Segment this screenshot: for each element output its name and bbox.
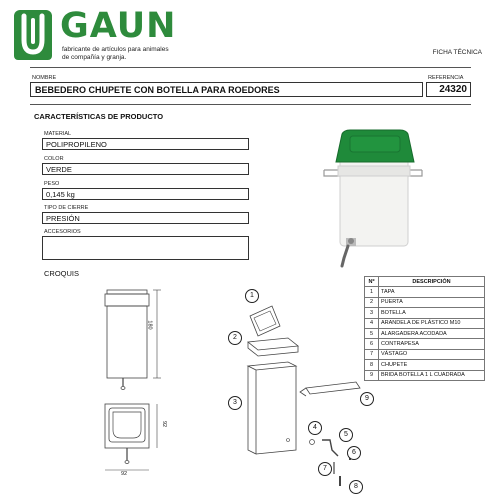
callout-3: 3	[228, 396, 242, 410]
part-number: 9	[365, 370, 379, 380]
sketch-side-view	[95, 398, 175, 483]
table-row	[365, 328, 485, 338]
sketch-front-view	[95, 282, 175, 392]
reference-label: REFERENCIA	[428, 75, 464, 81]
field-label-weight: PESO	[44, 181, 60, 187]
field-label-color: COLOR	[44, 156, 64, 162]
field-value-closure: PRESIÓN	[42, 212, 249, 224]
field-label-closure: TIPO DE CIERRE	[44, 205, 89, 211]
table-row	[365, 297, 485, 307]
product-name: BEBEDERO CHUPETE CON BOTELLA PARA ROEDORES	[30, 82, 423, 97]
part-number: 4	[365, 318, 379, 328]
section-divider	[30, 104, 471, 105]
brand-logo-mark	[14, 10, 52, 60]
callout-6: 6	[347, 446, 361, 460]
part-description: TAPA	[379, 287, 485, 297]
callout-4: 4	[308, 421, 322, 435]
part-description: BOTELLA	[379, 308, 485, 318]
part-description: BRIDA BOTELLA 1 L CUADRADA	[379, 370, 485, 380]
parts-table	[364, 276, 485, 381]
part-description: PUERTA	[379, 297, 485, 307]
table-row	[365, 360, 485, 370]
callout-7: 7	[318, 462, 332, 476]
dim-depth-label: 92	[161, 420, 168, 428]
field-value-accessories	[42, 236, 249, 260]
sketch-exploded-view	[228, 290, 378, 490]
brand-tagline	[62, 46, 192, 62]
part-description: CONTRAPESA	[379, 339, 485, 349]
field-label-material: MATERIAL	[44, 131, 72, 137]
brand-name: GAUN	[60, 6, 177, 46]
parts-table-header	[365, 277, 485, 287]
table-row	[365, 318, 485, 328]
tagline-line-1: fabricante de artículos para animales	[62, 46, 169, 53]
callout-8: 8	[349, 480, 363, 494]
logo-u-icon	[14, 10, 52, 60]
callout-2: 2	[228, 331, 242, 345]
field-value-weight: 0,145 kg	[42, 188, 249, 200]
table-row	[365, 349, 485, 359]
part-number: 1	[365, 287, 379, 297]
part-number: 7	[365, 349, 379, 359]
product-photo	[318, 126, 428, 276]
part-description: CHUPETE	[379, 360, 485, 370]
tagline-line-2: de compañía y granja.	[62, 54, 127, 61]
name-label: NOMBRE	[32, 75, 57, 81]
part-number: 5	[365, 328, 379, 338]
parts-col-number: Nº	[365, 277, 379, 287]
field-label-accessories: ACCESORIOS	[44, 229, 81, 235]
part-number: 8	[365, 360, 379, 370]
sheet-type-label: FICHA TÉCNICA	[432, 49, 482, 56]
part-description: ARANDELA DE PLÁSTICO M10	[379, 318, 485, 328]
callout-5: 5	[339, 428, 353, 442]
part-number: 3	[365, 308, 379, 318]
part-description: VÁSTAGO	[379, 349, 485, 359]
dim-width-label: 92	[121, 471, 128, 477]
table-row	[365, 339, 485, 349]
product-reference: 24320	[426, 82, 471, 97]
parts-col-description: DESCRIPCIÓN	[379, 277, 485, 287]
dim-height-label: 180	[146, 320, 153, 330]
table-row	[365, 287, 485, 297]
sketch-title: CROQUIS	[44, 269, 80, 278]
field-value-material: POLIPROPILENO	[42, 138, 249, 150]
part-number: 6	[365, 339, 379, 349]
part-description: ALARGADERA ACODADA	[379, 328, 485, 338]
table-row	[365, 370, 485, 380]
header-divider	[30, 67, 471, 68]
callout-1: 1	[245, 289, 259, 303]
characteristics-title: CARACTERÍSTICAS DE PRODUCTO	[34, 112, 164, 121]
callout-9: 9	[360, 392, 374, 406]
table-row	[365, 308, 485, 318]
field-value-color: VERDE	[42, 163, 249, 175]
part-number: 2	[365, 297, 379, 307]
